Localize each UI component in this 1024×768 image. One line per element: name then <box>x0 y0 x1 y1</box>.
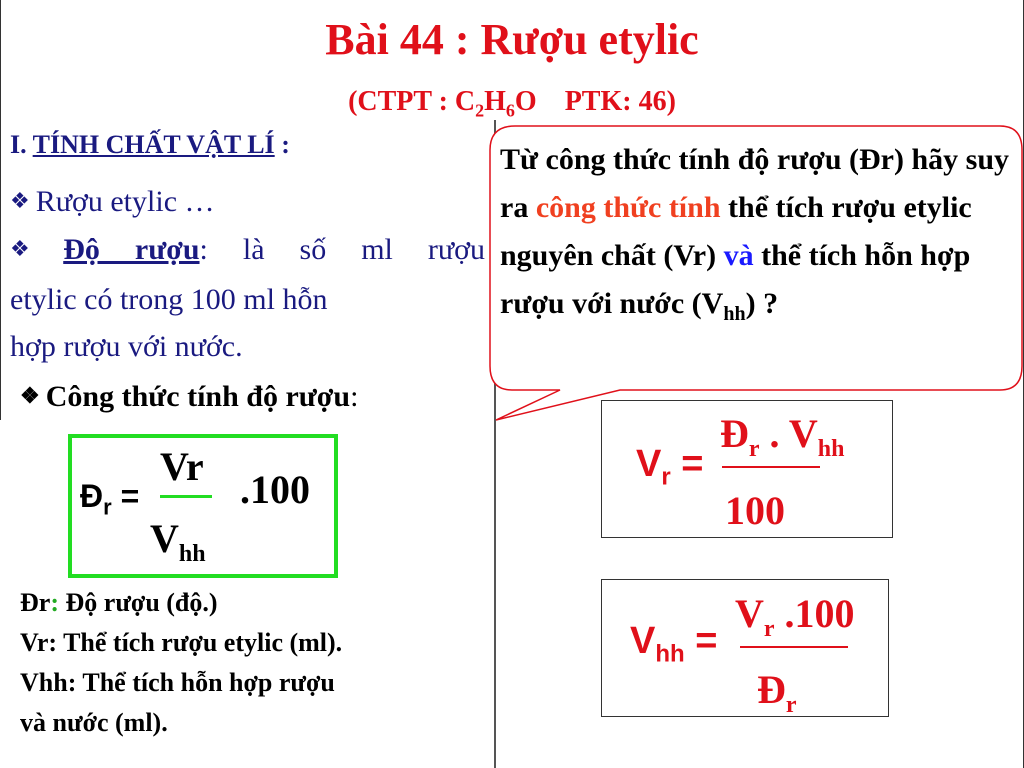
dr-equals: = <box>111 478 140 514</box>
diamond-bullet-icon: ❖ <box>10 236 58 261</box>
formula-heading-colon: : <box>350 380 359 413</box>
vhh-num-vr: V <box>735 591 764 636</box>
legend-dr-desc: Độ rượu (độ.) <box>59 588 218 617</box>
vhh-letter: V <box>630 620 656 662</box>
dr-letter: Đ <box>80 478 104 514</box>
section-title: TÍNH CHẤT VẬT LÍ <box>32 130 275 159</box>
legend-vhh: Vhh: Thể tích hỗn hợp rượu <box>20 668 335 697</box>
vr-fraction-bar <box>722 466 820 468</box>
dr-subscript: r <box>103 494 112 520</box>
legend-vr: Vr: Thể tích rượu etylic (ml). <box>20 628 343 657</box>
vhh-fraction-bar <box>740 646 848 648</box>
vr-numerator <box>720 410 844 463</box>
vhh-letter: V <box>150 516 179 561</box>
property-text-2: : là số ml rượu <box>199 233 485 266</box>
property-line-4: hợp rượu với nước. <box>10 330 243 363</box>
diamond-bullet-icon: ❖ <box>20 383 40 408</box>
ctpt-prefix: (CTPT : C <box>348 86 476 117</box>
ctpt-sub-6: 6 <box>505 100 515 121</box>
vhh-equals: = <box>684 620 718 662</box>
ctpt-sub-2: 2 <box>475 100 485 121</box>
vr-num-vhh: . V <box>759 411 818 456</box>
callout-subscript: hh <box>723 303 746 325</box>
legend-dr-term: Đr <box>20 588 51 617</box>
vhh-numerator <box>735 590 855 643</box>
vr-subscript: r <box>661 463 671 491</box>
vhh-num-100: .100 <box>774 591 855 636</box>
vr-denominator: 100 <box>725 488 785 533</box>
vr-num-dr-sub: r <box>748 436 760 462</box>
callout-text-2: thể tích rượu etylic nguyên chất (Vr) <box>500 191 972 272</box>
vhh-lhs <box>630 620 717 669</box>
callout-question <box>500 136 1015 338</box>
legend-vhh-cont: và nước (ml). <box>20 708 168 737</box>
callout-text-1: Từ công thức tính độ rượu (Đr) hãy suy ra <box>500 143 1010 224</box>
diamond-bullet-icon: ❖ <box>10 188 30 213</box>
vr-letter: V <box>636 443 662 485</box>
vhh-denominator <box>757 666 797 719</box>
callout-highlight: công thức tính <box>535 191 721 224</box>
vr-equals: = <box>670 443 704 485</box>
property-text-1: Rượu etylic … <box>35 185 215 218</box>
callout-text-4: ) ? <box>745 287 779 320</box>
vr-num-vhh-sub: hh <box>817 436 845 462</box>
ptk-label: PTK: 46) <box>564 86 676 117</box>
vhh-den-dr-sub: r <box>785 692 797 718</box>
ctpt-h: H <box>484 86 506 117</box>
vr-num-dr: Đ <box>720 411 749 456</box>
term-do-ruou: Độ rượu <box>63 233 200 266</box>
vhh-subscript: hh <box>178 541 206 567</box>
ctpt-o: O <box>514 86 537 117</box>
legend-dr-colon: : <box>50 588 59 617</box>
fraction-numerator: Vr <box>160 444 204 489</box>
section-number: I. <box>10 130 33 159</box>
callout-text-3: thể tích hỗn hợp rượu với nước (V <box>500 239 971 320</box>
property-line-3: etylic có trong 100 ml hỗn <box>10 283 328 316</box>
formula-heading-text: Công thức tính độ rượu <box>45 380 351 413</box>
callout-conjunction: và <box>723 239 754 272</box>
multiplier-100: .100 <box>240 467 310 512</box>
vhh-subscript: hh <box>655 640 685 668</box>
page-title: Bài 44 : Rượu etylic <box>325 15 699 64</box>
vhh-den-dr: Đ <box>757 667 786 712</box>
vr-lhs <box>636 443 703 492</box>
vhh-num-vr-sub: r <box>763 616 775 642</box>
section-suffix: : <box>274 130 290 159</box>
